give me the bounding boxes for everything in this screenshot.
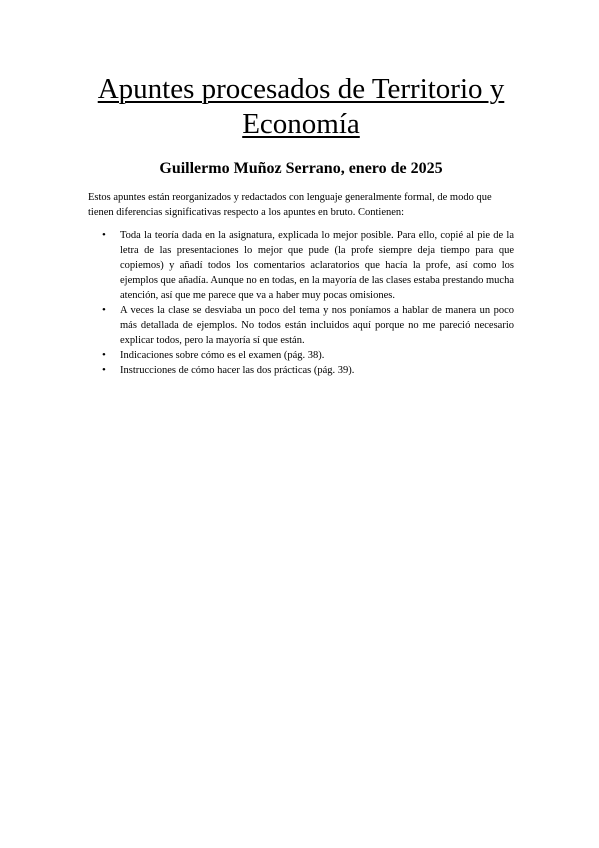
intro-paragraph: Estos apuntes están reorganizados y redactados con lenguaje generalmente formal, de modo que tienen diferencias significativas respecto a los apuntes en bruto. Contienen:: [88, 192, 492, 218]
list-item: [88, 228, 514, 303]
list-item-text: Toda la teoría dada en la asignatura, explicada lo mejor posible. Para ello, copié al pie de la letra de las presentaciones lo mejor que pude (la profe siempre deja tiempo para que copiemos) y añadí todos los comentarios aclaratorios que hacía la profe, así como los ejemplos que añadía. Aunque no en todas, en la mayoría de las clases estaba prestando mucha atención, así que me parece que va a haber muy pocas omisiones.: [120, 230, 514, 301]
contents-list: [88, 228, 514, 378]
bullet-icon: •: [102, 304, 106, 316]
list-item-text: Indicaciones sobre cómo es el examen (pág. 38).: [120, 350, 325, 361]
list-item: [88, 303, 514, 348]
list-item-text: Instrucciones de cómo hacer las dos prácticas (pág. 39).: [120, 365, 355, 376]
bullet-icon: •: [102, 229, 106, 241]
list-item-text: A veces la clase se desviaba un poco del tema y nos poníamos a hablar de manera un poco más detallada de ejemplos. No todos están incluidos aquí porque no me pareció necesario explicar todos, pero la mayoría sí que están.: [120, 305, 514, 346]
bullet-icon: •: [102, 364, 106, 376]
author-line: Guillermo Muñoz Serrano, enero de 2025: [159, 160, 443, 177]
document-title: Apuntes procesados de Territorio y Economía: [97, 73, 505, 140]
list-item: [88, 348, 514, 363]
list-item: [88, 363, 514, 378]
bullet-icon: •: [102, 349, 106, 361]
document-page: [88, 72, 514, 378]
